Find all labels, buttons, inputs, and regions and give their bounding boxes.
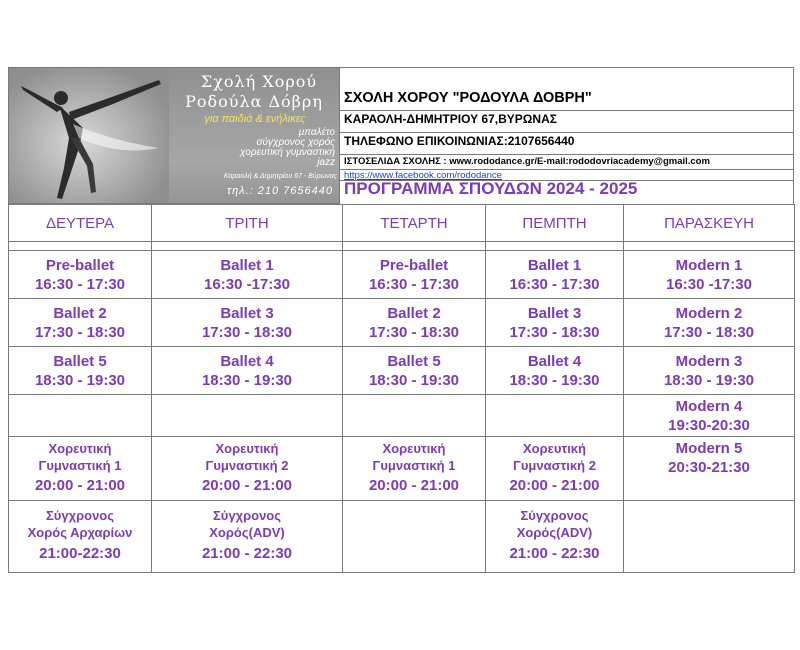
- class-time: 17:30 - 18:30: [663, 323, 755, 341]
- logo-title-line2: Ροδούλα Δόβρη: [185, 92, 323, 111]
- class-name: Ballet 4: [527, 352, 582, 370]
- dancer-silhouette-icon: [9, 68, 169, 204]
- class-name-line1: Χορευτική: [48, 440, 112, 456]
- logo-title-line1: Σχολή Χορού: [200, 72, 318, 91]
- school-website: ΙΣΤΟΣΕΛΙΔΑ ΣΧΟΛΗΣ : www.rododance.gr/E-mail:rododovriacademy@gmail.com: [344, 156, 710, 167]
- class-slot: [343, 395, 486, 437]
- class-name-line1: Σύγχρονος: [520, 507, 589, 523]
- class-name-line1: Σύγχρονος: [213, 507, 281, 523]
- class-time: 18:30 - 19:30: [368, 371, 460, 389]
- day-header: ΤΕΤΑΡΤΗ: [343, 205, 486, 242]
- class-slot: [624, 299, 795, 347]
- class-time: 18:30 - 19:30: [201, 371, 293, 389]
- class-slot: [152, 501, 343, 573]
- spacer-cell: [152, 242, 343, 251]
- class-time: 20:00 - 21:00: [509, 476, 600, 494]
- divider: [340, 110, 794, 111]
- spacer-cell: [343, 242, 486, 251]
- class-time: 18:30 - 19:30: [509, 371, 600, 389]
- class-name-line2: Γυμναστική 1: [38, 457, 122, 473]
- class-slot: [152, 347, 343, 395]
- class-slot: [486, 299, 624, 347]
- class-time: 17:30 - 18:30: [34, 323, 126, 341]
- class-slot: [624, 347, 795, 395]
- class-name: Ballet 5: [53, 352, 107, 370]
- class-time: 19:30-20:30: [668, 416, 750, 434]
- class-slot: [152, 395, 343, 437]
- logo-class-2: σύγχρονος χορός: [256, 137, 335, 148]
- class-time: 21:00-22:30: [39, 544, 121, 562]
- day-header: ΠΕΜΠΤΗ: [486, 205, 624, 242]
- logo-class-1: μπαλέτο: [298, 127, 335, 138]
- class-time: 18:30 - 19:30: [34, 371, 126, 389]
- class-time: 16:30 -17:30: [204, 275, 290, 293]
- class-name-line2: Χορός Αρχαρίων: [27, 524, 133, 540]
- divider: [340, 180, 794, 181]
- class-name-line2: Χορός(ADV): [516, 524, 593, 540]
- class-name: Ballet 1: [527, 256, 582, 274]
- class-name-line1: Σύγχρονος: [46, 507, 114, 523]
- class-slot: [152, 437, 343, 501]
- schedule-table: [8, 204, 795, 573]
- class-name: Ballet 1: [220, 256, 274, 274]
- day-header-row: [9, 205, 795, 242]
- class-slot: [343, 251, 486, 299]
- class-name: Modern 5: [675, 440, 743, 457]
- class-slot: [152, 299, 343, 347]
- class-name-line2: Χορός(ADV): [209, 524, 285, 540]
- class-slot: [343, 501, 486, 573]
- class-slot: [486, 437, 624, 501]
- logo-classes: [169, 128, 335, 168]
- class-slot: [9, 299, 152, 347]
- class-slot: [152, 251, 343, 299]
- divider: [340, 132, 794, 133]
- class-time: 16:30 -17:30: [666, 275, 752, 293]
- class-slot: [9, 395, 152, 437]
- class-slot: [9, 251, 152, 299]
- class-slot: [486, 251, 624, 299]
- class-slot: [624, 251, 795, 299]
- class-slot: [624, 501, 795, 573]
- logo-address: Καραολή & Δημητρίου 67 - Βύρωνας: [223, 173, 337, 180]
- class-slot: [343, 347, 486, 395]
- class-slot: [486, 347, 624, 395]
- class-time: 18:30 - 19:30: [663, 371, 755, 389]
- class-time: 20:00 - 21:00: [368, 476, 460, 494]
- class-name-line2: Γυμναστική 2: [513, 457, 596, 473]
- logo-class-3: χορευτική γυμναστική: [240, 147, 335, 158]
- logo-tagline: για παιδιά & ενήλικες: [204, 113, 306, 125]
- day-header: ΤΡΙΤΗ: [152, 205, 343, 242]
- divider: [340, 169, 794, 170]
- spacer-cell: [624, 242, 795, 251]
- school-phone: ΤΗΛΕΦΩΝΟ ΕΠΙΚΟΙΝΩΝΙΑΣ:2107656440: [344, 134, 575, 148]
- class-time: 16:30 - 17:30: [368, 275, 460, 293]
- class-name-line2: Γυμναστική 1: [372, 457, 456, 473]
- facebook-link[interactable]: https://www.facebook.com/rododance: [344, 170, 502, 181]
- day-header: ΠΑΡΑΣΚΕΥΗ: [624, 205, 795, 242]
- class-name: Ballet 2: [387, 304, 441, 322]
- class-slot: [486, 395, 624, 437]
- class-name: Ballet 2: [53, 304, 107, 322]
- class-name: Modern 1: [675, 256, 743, 274]
- class-name-line1: Χορευτική: [215, 440, 279, 456]
- class-time: 20:30-21:30: [668, 459, 750, 476]
- class-time: 20:00 - 21:00: [201, 476, 293, 494]
- school-address: ΚΑΡΑΟΛΗ-ΔΗΜΗΤΡΙΟΥ 67,ΒΥΡΩΝΑΣ: [344, 112, 557, 126]
- spacer-cell: [486, 242, 624, 251]
- class-time: 16:30 - 17:30: [509, 275, 600, 293]
- schedule-row: [9, 501, 795, 573]
- class-time: 17:30 - 18:30: [509, 323, 600, 341]
- class-time: 16:30 - 17:30: [34, 275, 126, 293]
- class-name: Modern 4: [675, 397, 743, 415]
- divider: [340, 154, 794, 155]
- class-slot: [486, 501, 624, 573]
- class-time: 17:30 - 18:30: [201, 323, 293, 341]
- class-name: Pre-ballet: [45, 256, 115, 274]
- school-name: ΣΧΟΛΗ ΧΟΡΟΥ "ΡΟΔΟΥΛΑ ΔΟΒΡΗ": [344, 90, 592, 106]
- schedule-row: [9, 395, 795, 437]
- class-time: 17:30 - 18:30: [368, 323, 460, 341]
- class-name: Ballet 4: [220, 352, 274, 370]
- class-slot: [343, 299, 486, 347]
- class-name: Ballet 3: [220, 304, 274, 322]
- class-name: Modern 3: [675, 352, 743, 370]
- class-name: Pre-ballet: [379, 256, 449, 274]
- class-time: 21:00 - 22:30: [201, 544, 293, 562]
- class-name-line2: Γυμναστική 2: [205, 457, 289, 473]
- class-slot: [9, 347, 152, 395]
- class-name: Ballet 3: [527, 304, 582, 322]
- schedule-sheet: [8, 67, 794, 573]
- class-name: Ballet 5: [387, 352, 441, 370]
- program-title: ΠΡΟΓΡΑΜΜΑ ΣΠΟΥΔΩΝ 2024 - 2025: [344, 179, 638, 198]
- spacer-cell: [9, 242, 152, 251]
- schedule-row: [9, 347, 795, 395]
- logo-phone: τηλ.: 210 7656440: [226, 185, 333, 197]
- class-name-line1: Χορευτική: [382, 440, 446, 456]
- class-name: Modern 2: [675, 304, 743, 322]
- schedule-row: [9, 437, 795, 501]
- class-slot: [624, 395, 795, 437]
- spacer-row: [9, 242, 795, 251]
- school-info: [340, 67, 794, 204]
- class-time: 20:00 - 21:00: [34, 476, 126, 494]
- class-name-line1: Χορευτική: [523, 440, 586, 456]
- header-area: [8, 67, 794, 204]
- class-slot: [9, 501, 152, 573]
- class-slot: [343, 437, 486, 501]
- day-header: ΔΕΥΤΕΡΑ: [9, 205, 152, 242]
- class-time: 21:00 - 22:30: [509, 544, 600, 562]
- schedule-row: [9, 299, 795, 347]
- class-slot: [624, 437, 795, 501]
- class-slot: [9, 437, 152, 501]
- school-logo: [8, 67, 340, 204]
- logo-class-4: jazz: [317, 157, 335, 168]
- schedule-row: [9, 251, 795, 299]
